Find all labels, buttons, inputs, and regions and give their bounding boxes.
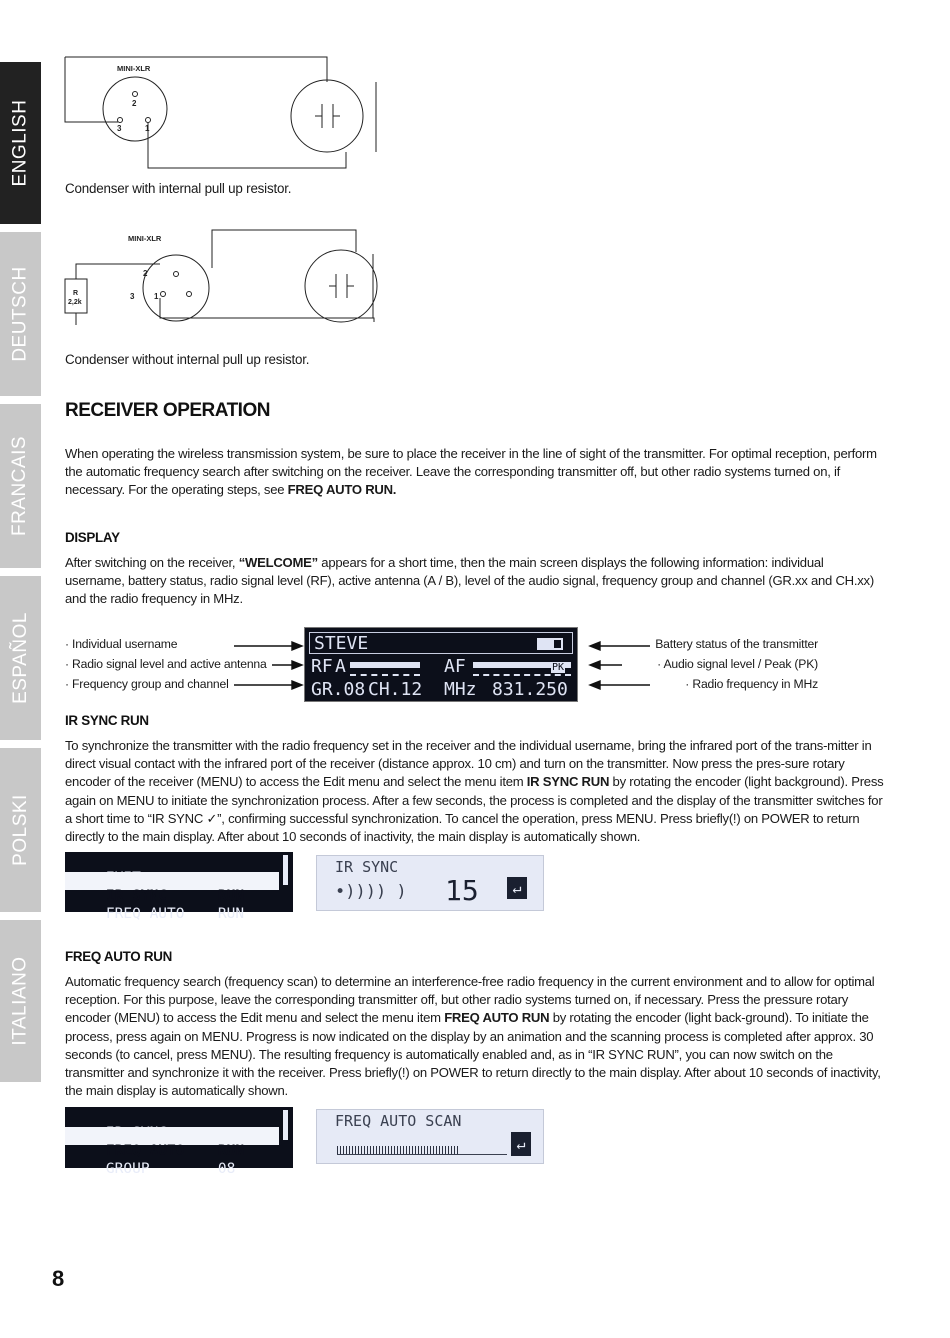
menu-row-item: FREQ AUTO xyxy=(105,1143,185,1159)
lcd-group: GR.08 xyxy=(311,679,366,700)
lcd-peak: PK xyxy=(552,662,565,673)
pin-label: 3 xyxy=(117,124,122,133)
callout-battery: Battery status of the transmitter xyxy=(655,637,818,651)
resistor-value: 2,2k xyxy=(68,299,82,306)
pin-label: 3 xyxy=(130,292,135,301)
lang-tab-label: ENGLISH xyxy=(9,99,31,187)
text-span-bold: IR SYNC RUN xyxy=(526,774,610,790)
freq-auto-text xyxy=(65,973,885,1100)
text-span: After switching on the receiver, xyxy=(65,555,239,570)
diagram2-caption: Condenser without internal pull up resistor. xyxy=(65,352,310,367)
display-text xyxy=(65,554,885,609)
callout-group-channel: · Frequency group and channel xyxy=(65,677,229,691)
scan-progress-fill xyxy=(337,1146,459,1154)
section-heading-freq-auto: FREQ AUTO RUN xyxy=(65,949,172,964)
page-number: 8 xyxy=(52,1266,65,1291)
menu-row-selected xyxy=(65,1127,279,1159)
callout-rf-antenna: · Radio signal level and active antenna xyxy=(65,657,267,671)
menu-row-value: RUN xyxy=(217,1143,245,1159)
menu-row-value: RUN xyxy=(217,906,245,922)
lang-tab-deutsch[interactable] xyxy=(0,232,41,396)
section-heading-ir-sync: IR SYNC RUN xyxy=(65,713,149,728)
main-display-lcd xyxy=(304,627,578,702)
lcd-unit: MHz xyxy=(444,679,477,700)
lang-tab-label: DEUTSCH xyxy=(9,266,31,362)
lang-tab-francais[interactable] xyxy=(0,404,41,568)
menu-row-value: 08 xyxy=(217,1161,236,1177)
diagram1-caption: Condenser with internal pull up resistor. xyxy=(65,181,292,196)
scan-progress-track xyxy=(337,1146,507,1155)
battery-icon xyxy=(537,638,563,650)
text-span: by rotating the encoder (light back-ground). To initiate the process, press again on MENU. Progress is now indicated on the display by an animation and the scanning process is completed after approx. 30 seconds (to cancel, press MENU). The resulting frequency is automatically enabled and, as in “IR SYNC RUN”, you can now switch on the transmitter and synchronize it with the receiver. Press briefly(!) on POWER to return directly to the main display. After about 10 seconds of inactivity, the main display is automatically shown. xyxy=(65,1010,881,1099)
lcd-af-label: AF xyxy=(444,656,466,677)
enter-icon: ↵ xyxy=(511,1132,531,1156)
section-heading-receiver-operation: RECEIVER OPERATION xyxy=(65,400,270,421)
lang-tab-label: FRANCAIS xyxy=(9,435,31,537)
menu-row-item: IR SYNC xyxy=(105,888,168,904)
ir-sync-screen-lcd xyxy=(316,855,544,911)
scrollbar xyxy=(283,855,288,885)
lcd-channel: CH.12 xyxy=(368,679,423,700)
text-span-bold: FREQ AUTO RUN. xyxy=(287,482,397,498)
screen-title: FREQ AUTO SCAN xyxy=(335,1112,462,1130)
menu-row-selected xyxy=(65,872,279,904)
lang-tab-label: ITALIANO xyxy=(9,956,31,1046)
connector-label: MINI-XLR xyxy=(128,234,162,243)
menu-row-value: RUN xyxy=(217,888,245,904)
text-span: appears for a short time, then the main screen displays the following information: individual username, battery status, radio signal level (RF), active antenna (A / B), level of the audio signal, frequency group and channel (GR.xx and CH.xx) and the radio frequency in MHz. xyxy=(65,555,874,607)
text-span-bold: FREQ AUTO RUN xyxy=(444,1010,550,1026)
section-heading-display: DISPLAY xyxy=(65,530,120,545)
menu-row xyxy=(65,890,293,922)
text-span: Automatic frequency search (frequency scan) to determine an interference-free radio frequency in the current environment and to allow for optimal reception. For this purpose, leave the corresponding transmitter off, but other radio systems turned on, if necessary. Press the pressure rotary encoder (MENU) to access the Edit menu and select the menu item xyxy=(65,974,875,1026)
pin-label: 1 xyxy=(145,124,150,133)
ir-sync-menu-lcd xyxy=(65,852,293,922)
scrollbar xyxy=(283,1110,288,1140)
lang-tab-label: POLSKI xyxy=(9,794,31,866)
ir-sync-text xyxy=(65,737,885,846)
text-span: by rotating the encoder (light background). Press again on MENU to initiate the synchronization process. After a few seconds, the process is completed and the display of the transmitter switches for a short time to “IR SYNC ✓”, confirming successful synchronization. To cancel the operation, press MENU. Press briefly(!) on POWER to return directly to the main display. After about 10 seconds of inactivity, the main display is automatically shown. xyxy=(65,774,884,845)
wiring-diagram-external-pullup xyxy=(60,222,390,348)
text-span-bold: “WELCOME” xyxy=(238,555,318,570)
lcd-frequency: 831.250 xyxy=(492,679,568,700)
callout-username: · Individual username xyxy=(65,637,178,651)
receiver-operation-text xyxy=(65,445,885,500)
freq-auto-menu-lcd xyxy=(65,1107,293,1177)
menu-row xyxy=(65,1145,293,1177)
menu-row-item: GROUP xyxy=(105,1161,150,1177)
callout-audio-level: · Audio signal level / Peak (PK) xyxy=(657,657,818,671)
text-span: To synchronize the transmitter with the radio frequency set in the receiver and the individual username, bring the infrared port of the trans-mitter in direct visual contact with the infrared port of the receiver (distance approx. 10 cm) and turn on the transmitter. Now press the pres-sure rotary encoder of the receiver (MENU) to access the Edit menu and select the menu item xyxy=(65,738,872,790)
connector-label: MINI-XLR xyxy=(117,64,151,73)
lcd-rf-label: RF xyxy=(311,656,333,677)
enter-icon: ↵ xyxy=(507,877,527,899)
sync-countdown: 15 xyxy=(445,874,479,907)
lang-tab-espanol[interactable] xyxy=(0,576,41,740)
freq-scan-screen-lcd xyxy=(316,1109,544,1164)
lang-tab-italiano[interactable] xyxy=(0,920,41,1082)
lang-tab-polski[interactable] xyxy=(0,748,41,912)
menu-row xyxy=(65,1109,293,1127)
resistor-label: R xyxy=(73,290,79,297)
lang-tab-label: ESPAÑOL xyxy=(9,612,31,704)
pin-label: 2 xyxy=(132,99,137,108)
pin-label: 1 xyxy=(154,292,159,301)
lang-tab-english[interactable] xyxy=(0,62,41,224)
menu-row-item: FREQ AUTO xyxy=(105,906,185,922)
menu-row xyxy=(65,854,293,872)
wiring-diagram-internal-pullup xyxy=(60,52,390,176)
lcd-username: STEVE xyxy=(314,633,369,654)
ir-signal-icon: •)))) ) xyxy=(335,882,407,902)
callout-frequency: · Radio frequency in MHz xyxy=(685,677,818,691)
screen-title: IR SYNC xyxy=(335,858,399,876)
lcd-antenna: A xyxy=(335,656,346,677)
rf-level-meter xyxy=(350,662,420,676)
text-span: When operating the wireless transmission system, be sure to place the receiver in the line of sight of the transmitter. For optimal reception, perform the automatic frequency search after switching on the receiver. Leave the corresponding transmitter off, but other radio systems turned on, if necessary. For the operating steps, see xyxy=(65,446,877,498)
pin-label: 2 xyxy=(143,269,148,278)
